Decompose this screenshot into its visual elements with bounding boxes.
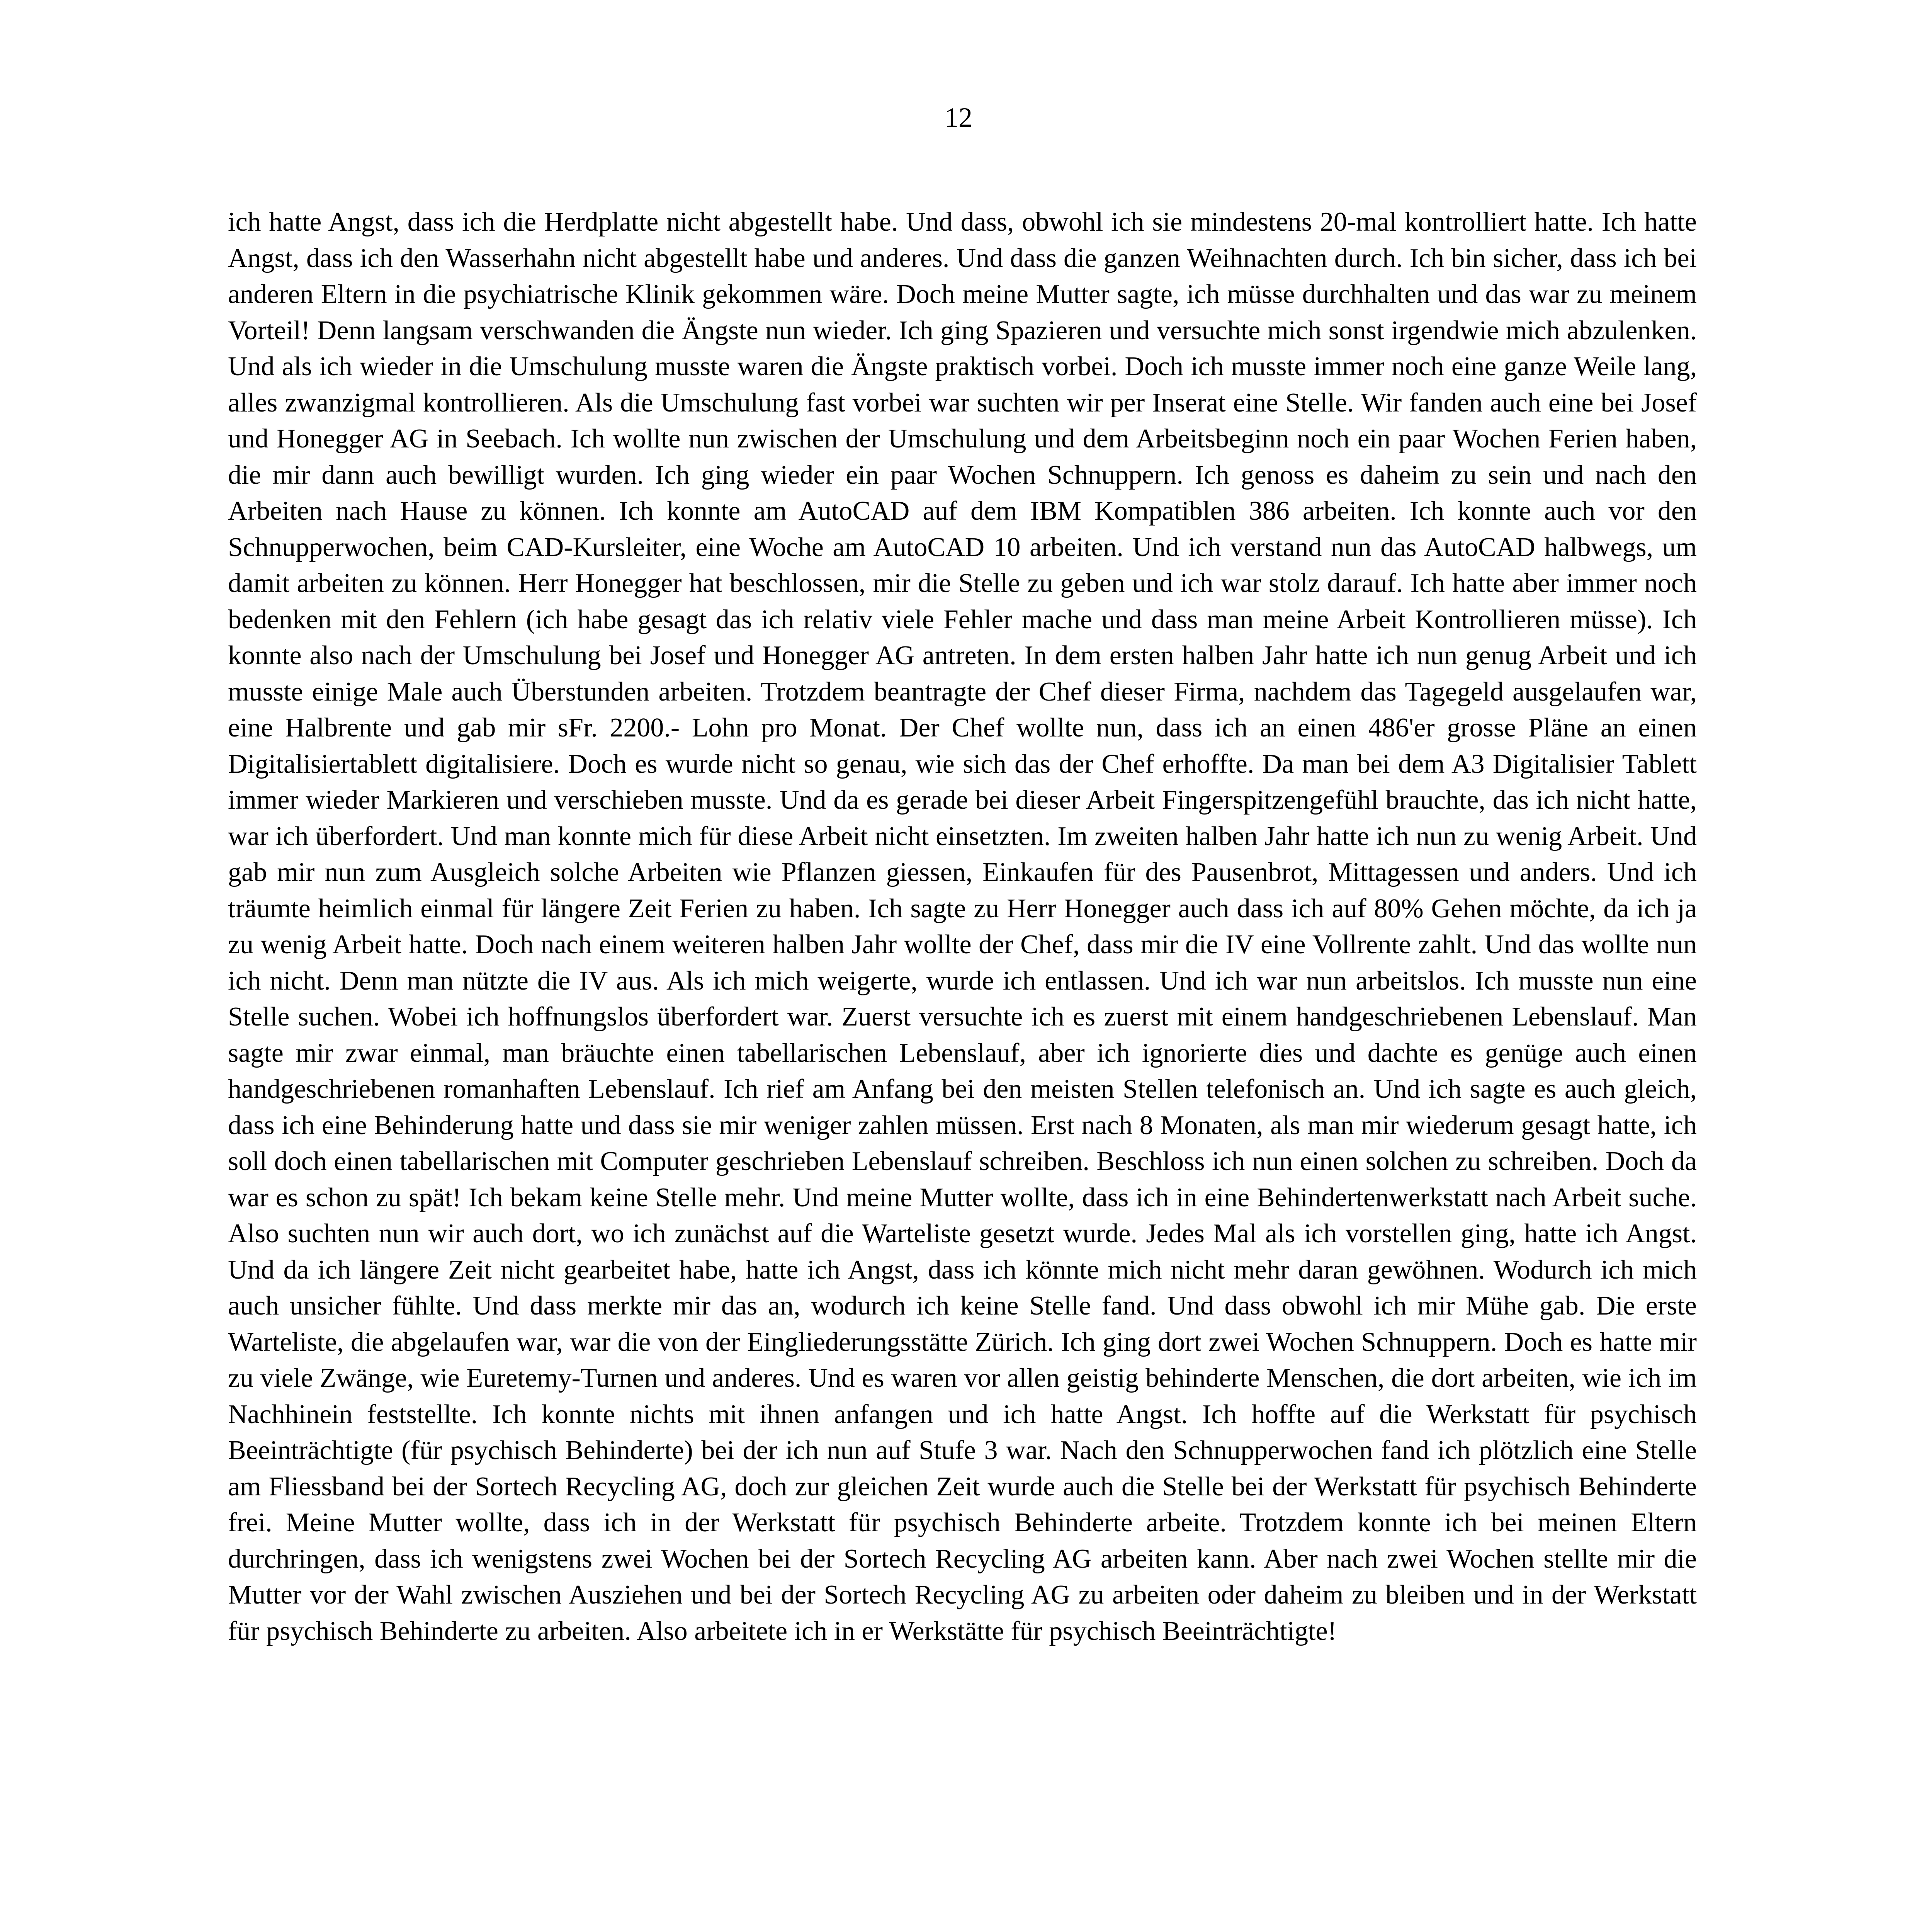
body-paragraph: ich hatte Angst, dass ich die Herdplatte nicht abgestellt habe. Und dass, obwohl ich sie mindestens 20-mal kontrolliert hatte. Ich hatte Angst, dass ich den Wasserhahn nicht abgestellt habe und anderes. Und dass die ganzen Weihnachten durch. Ich bin sicher, dass ich bei anderen Eltern in die psychiatrische Klinik gekommen wäre. Doch meine Mutter sagte, ich müsse durchhalten und das war zu meinem Vorteil! Denn langsam verschwanden die Ängste nun wieder. Ich ging Spazieren und versuchte mich sonst irgendwie mich abzulenken. Und als ich wieder in die Umschulung musste waren die Ängste praktisch vorbei. Doch ich musste immer noch eine ganze Weile lang, alles zwanzigmal kontrollieren. Als die Umschulung fast vorbei war suchten wir per Inserat eine Stelle. Wir fanden auch eine bei Josef und Honegger AG in Seebach. Ich wollte nun zwischen der Umschulung und dem Arbeitsbeginn noch ein paar Wochen Ferien haben, die mir dann auch bewilligt wurden. Ich ging wieder ein paar Wochen Schnuppern. Ich genoss es daheim zu sein und nach den Arbeiten nach Hause zu können. Ich konnte am AutoCAD auf dem IBM Kompatiblen 386 arbeiten. Ich konnte auch vor den Schnupperwochen, beim CAD-Kursleiter, eine Woche am AutoCAD 10 arbeiten. Und ich verstand nun das AutoCAD halbwegs, um damit arbeiten zu können. Herr Honegger hat beschlossen, mir die Stelle zu geben und ich war stolz darauf. Ich hatte aber immer noch bedenken mit den Fehlern (ich habe gesagt das ich relativ viele Fehler mache und dass man meine Arbeit Kontrollieren müsse). Ich konnte also nach der Umschulung bei Josef und Honegger AG antreten. In dem ersten halben Jahr hatte ich nun genug Arbeit und ich musste einige Male auch Überstunden arbeiten. Trotzdem beantragte der Chef dieser Firma, nachdem das Tagegeld ausgelaufen war, eine Halbrente und gab mir sFr. 2200.- Lohn pro Monat. Der Chef wollte nun, dass ich an einen 486'er grosse Pläne an einen Digitalisiertablett digitalisiere. Doch es wurde nicht so genau, wie sich das der Chef erhoffte. Da man bei dem A3 Digitalisier Tablett immer wieder Markieren und verschieben musste. Und da es gerade bei dieser Arbeit Fingerspitzengefühl brauchte, das ich nicht hatte, war ich überfordert. Und man konnte mich für diese Arbeit nicht einsetzten. Im zweiten halben Jahr hatte ich nun zu wenig Arbeit. Und gab mir nun zum Ausgleich solche Arbeiten wie Pflanzen giessen, Einkaufen für des Pausenbrot, Mittagessen und anders. Und ich träumte heimlich einmal für längere Zeit Ferien zu haben. Ich sagte zu Herr Honegger auch dass ich auf 80% Gehen möchte, da ich ja zu wenig Arbeit hatte. Doch nach einem weiteren halben Jahr wollte der Chef, dass mir die IV eine Vollrente zahlt. Und das wollte nun ich nicht. Denn man nützte die IV aus. Als ich mich weigerte, wurde ich entlassen. Und ich war nun arbeitslos. Ich musste nun eine Stelle suchen. Wobei ich hoffnungslos überfordert war. Zuerst versuchte ich es zuerst mit einem handgeschriebenen Lebenslauf. Man sagte mir zwar einmal, man bräuchte einen tabellarischen Lebenslauf, aber ich ignorierte dies und dachte es genüge auch einen handgeschriebenen romanhaften Lebenslauf. Ich rief am Anfang bei den meisten Stellen telefonisch an. Und ich sagte es auch gleich, dass ich eine Behinderung hatte und dass sie mir weniger zahlen müssen. Erst nach 8 Monaten, als man mir wiederum gesagt hatte, ich soll doch einen tabellarischen mit Computer geschrieben Lebenslauf schreiben. Beschloss ich nun einen solchen zu schreiben. Doch da war es schon zu spät! Ich bekam keine Stelle mehr. Und meine Mutter wollte, dass ich in eine Behindertenwerkstatt nach Arbeit suche. Also suchten nun wir auch dort, wo ich zunächst auf die Warteliste gesetzt wurde. Jedes Mal als ich vorstellen ging, hatte ich Angst. Und da ich längere Zeit nicht gearbeitet habe, hatte ich Angst, dass ich könnte mich nicht mehr daran gewöhnen. Wodurch ich mich auch unsicher fühlte. Und dass merkte mir das an, wodurch ich keine Stelle fand. Und dass obwohl ich mir Mühe gab. Die erste Warteliste, die abgelaufen war, war die von der Eingliederungsstätte Zürich. Ich ging dort zwei Wochen Schnuppern. Doch es hatte mir zu viele Zwänge, wie Euretemy-Turnen und anderes. Und es waren vor allen geistig behinderte Menschen, die dort arbeiten, wie ich im Nachhinein feststellte. Ich konnte nichts mit ihnen anfangen und ich hatte Angst. Ich hoffte auf die Werkstatt für psychisch Beeinträchtigte (für psychisch Behinderte) bei der ich nun auf Stufe 3 war. Nach den Schnupperwochen fand ich plötzlich eine Stelle am Fliessband bei der Sortech Recycling AG, doch zur gleichen Zeit wurde auch die Stelle bei der Werkstatt für psychisch Behinderte frei. Meine Mutter wollte, dass ich in der Werkstatt für psychisch Behinderte arbeite. Trotzdem konnte ich bei meinen Eltern durchringen, dass ich wenigstens zwei Wochen bei der Sortech Recycling AG arbeiten kann. Aber nach zwei Wochen stellte mir die Mutter vor der Wahl zwischen Ausziehen und bei der Sortech Recycling AG zu arbeiten oder daheim zu bleiben und in der Werkstatt für psychisch Behinderte zu arbeiten. Also arbeitete ich in er Werkstätte für psychisch Beeinträchtigte!: [228, 207, 1697, 1646]
page-number: 12: [945, 102, 972, 133]
